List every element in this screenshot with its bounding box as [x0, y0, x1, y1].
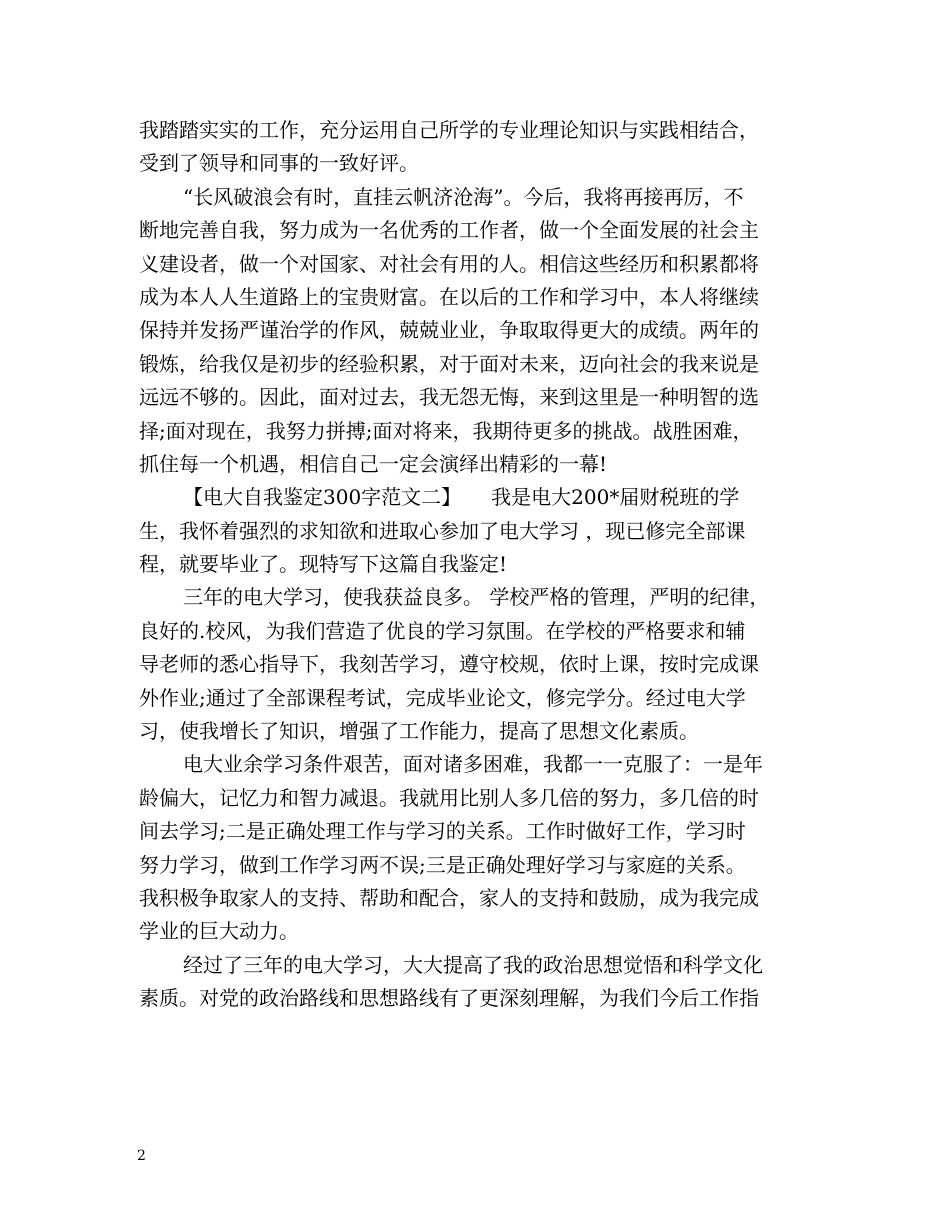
text-line: 间去学习;二是正确处理工作与学习的关系。工作时做好工作，学习时 [139, 819, 746, 844]
text-line: 导老师的悉心指导下，我刻苦学习，遵守校规，依时上课，按时完成课 [139, 652, 759, 677]
text-line: 程，就要毕业了。现特写下这篇自我鉴定! [139, 552, 508, 577]
text-line: 我踏踏实实的工作，充分运用自己所学的专业理论知识与实践相结合， [139, 118, 759, 142]
text-line: 锻炼，给我仅是初步的经验积累，对于面对未来，迈向社会的我来说是 [139, 351, 759, 376]
text-line: 素质。对党的政治路线和思想路线有了更深刻理解，为我们今后工作指 [139, 986, 759, 1011]
text-line: 努力学习，做到工作学习两不误;三是正确处理好学习与家庭的关系。 [139, 852, 746, 877]
text-line: 义建设者，做一个对国家、对社会有用的人。相信这些经历和积累都将 [139, 251, 759, 276]
text-line: 成为本人人生道路上的宝贵财富。在以后的工作和学习中，本人将继续 [139, 284, 759, 309]
paragraph-start-line: 经过了三年的电大学习，大大提高了我的政治思想觉悟和科学文化 [183, 952, 763, 977]
paragraph-start-line: “长风破浪会有时，直挂云帆济沧海”。今后，我将再接再厉，不 [183, 184, 744, 209]
text-line: 远远不够的。因此，面对过去，我无怨无悔，来到这里是一种明智的选 [139, 385, 759, 410]
text-line: 断地完善自我，努力成为一名优秀的工作者，做一个全面发展的社会主 [139, 218, 759, 243]
text-line: 受到了领导和同事的一致好评。 [139, 151, 419, 176]
text-line: 学业的巨大动力。 [139, 919, 299, 944]
text-line: 保持并发扬严谨治学的作风，兢兢业业，争取取得更大的成绩。两年的 [139, 318, 759, 343]
page-number: 2 [137, 1148, 146, 1164]
text-line: 我积极争取家人的支持、帮助和配合，家人的支持和鼓励，成为我完成 [139, 885, 759, 910]
text-line: 习，使我增长了知识，增强了工作能力，提高了思想文化素质。 [139, 719, 699, 744]
text-line: 生，我怀着强烈的求知欲和进取心参加了电大学习 ，现已修完全部课 [139, 518, 746, 543]
paragraph-start-line: 电大业余学习条件艰苦，面对诸多困难，我都一一克服了：一是年 [183, 752, 763, 777]
text-line: 龄偏大，记忆力和智力减退。我就用比别人多几倍的努力，多几倍的时 [139, 785, 759, 810]
body-text [139, 114, 829, 1016]
section-heading-line: 【电大自我鉴定300字范文二】 我是电大200*届财税班的学 [183, 485, 740, 510]
text-line: 择;面对现在，我努力拼搏;面对将来，我期待更多的挑战。战胜困难， [139, 418, 753, 443]
paragraph-start-line: 三年的电大学习，使我获益良多。 学校严格的管理，严明的纪律， [183, 585, 770, 610]
text-line: 外作业;通过了全部课程考试，完成毕业论文，修完学分。经过电大学 [139, 685, 746, 710]
text-line: 良好的.校风，为我们营造了优良的学习氛围。在学校的严格要求和辅 [139, 618, 746, 643]
text-line: 抓住每一个机遇，相信自己一定会演绎出精彩的一幕! [139, 451, 608, 476]
